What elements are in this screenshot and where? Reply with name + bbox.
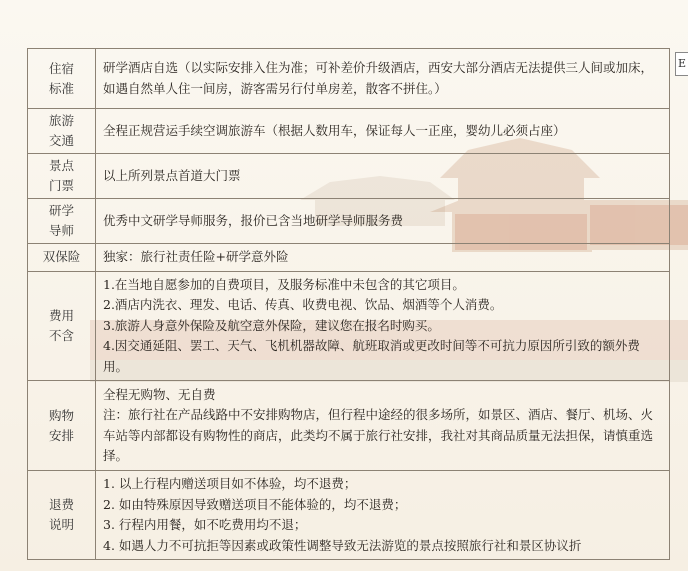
- row-label-text: 交通: [48, 133, 74, 148]
- row-content-line: 2. 如由特殊原因导致赠送项目不能体验的，均不退费；: [103, 496, 407, 512]
- row-content-line: 优秀中文研学导师服务，报价已含当地研学导师服务费: [103, 212, 404, 228]
- row-label-text: 研学: [48, 203, 74, 218]
- row-label-text: 旅游: [48, 113, 74, 128]
- service-details-table: [27, 48, 670, 560]
- row-content-line: 4.因交通延阻、罢工、天气、飞机机器故障、航班取消或更改时间等不可抗力原因所引致的额外费用。: [103, 338, 640, 374]
- row-content-line: 1.在当地自愿参加的自费项目，及服务标准中未包含的其它项目。: [103, 276, 465, 292]
- row-label-shopping: [28, 381, 96, 471]
- row-label-refund: [28, 471, 96, 560]
- row-content-shopping: [96, 381, 670, 471]
- side-scroll-tab[interactable]: E: [675, 52, 688, 76]
- row-label-tutor: [28, 199, 96, 244]
- table-row-tickets: [28, 154, 670, 199]
- table-row-insurance: [28, 244, 670, 272]
- row-content-line: 独家：旅行社责任险+研学意外险: [103, 249, 289, 264]
- row-content-line: 4. 如遇人力不可抗拒等因素或政策性调整导致无法游览的景点按照旅行社和景区协议折: [103, 537, 582, 553]
- row-label-text: 说明: [48, 517, 74, 532]
- row-label-text: 导师: [48, 223, 74, 238]
- table-row-refund: [28, 471, 670, 560]
- row-label-accommodation: [28, 49, 96, 109]
- row-label-text: 标准: [48, 80, 74, 96]
- row-content-line: 2.酒店内洗衣、理发、电话、传真、收费电视、饮品、烟酒等个人消费。: [103, 297, 503, 312]
- row-content-line: 以上所列景点首道大门票: [103, 167, 241, 183]
- table-row-shopping: [28, 381, 670, 471]
- table-row-accommodation: [28, 49, 670, 109]
- row-label-not-included: [28, 271, 96, 381]
- row-label-tickets: [28, 154, 96, 199]
- row-content-line: 全程正规营运手续空调旅游车（根据人数用车，保证每人一正座，婴幼儿必须占座）: [103, 122, 566, 138]
- row-label-text: 安排: [48, 427, 74, 443]
- row-content-insurance: [96, 244, 670, 272]
- row-content-accommodation: [96, 49, 670, 109]
- row-label-text: 双保险: [42, 249, 81, 265]
- row-label-text: 费用: [48, 307, 74, 323]
- row-content-line: 1. 以上行程内赠送项目如不体验，均不退费；: [103, 476, 357, 491]
- row-label-text: 住宿: [48, 60, 74, 76]
- row-label-text: 门票: [48, 178, 74, 193]
- table-row-not-included: [28, 271, 670, 381]
- table-row-transport: [28, 109, 670, 154]
- row-content-line: 全程无购物、无自费: [103, 386, 216, 402]
- row-content-not-included: [96, 271, 670, 381]
- row-label-text: 不含: [48, 327, 74, 343]
- row-content-tutor: [96, 199, 670, 244]
- row-content-line: 3.旅游人身意外保险及航空意外保险，建议您在报名时购买。: [103, 317, 440, 333]
- row-content-tickets: [96, 154, 670, 199]
- table-row-tutor: [28, 199, 670, 244]
- row-content-line: 研学酒店自选（以实际安排入住为准；可补差价升级酒店，西安大部分酒店无法提供三人间或加床，如遇自然单人住一间房，游客需另行付单房差，散客不拼住。）: [103, 60, 654, 96]
- row-content-transport: [96, 109, 670, 154]
- row-content-line: 注：旅行社在产品线路中不安排购物店，但行程中途经的很多场所，如景区、酒店、餐厅、机场、火车站等内部都设有购物性的商店，此类均不属于旅行社安排，我社对其商品质量无法担保，请慎重选择。: [103, 407, 654, 463]
- row-label-insurance: [28, 244, 96, 272]
- row-label-text: 退费: [48, 497, 74, 512]
- row-label-text: 景点: [48, 158, 74, 173]
- row-content-refund: [96, 471, 670, 560]
- row-label-transport: [28, 109, 96, 154]
- row-content-line: 3. 行程内用餐，如不吃费用均不退；: [103, 517, 307, 532]
- row-label-text: 购物: [48, 407, 74, 423]
